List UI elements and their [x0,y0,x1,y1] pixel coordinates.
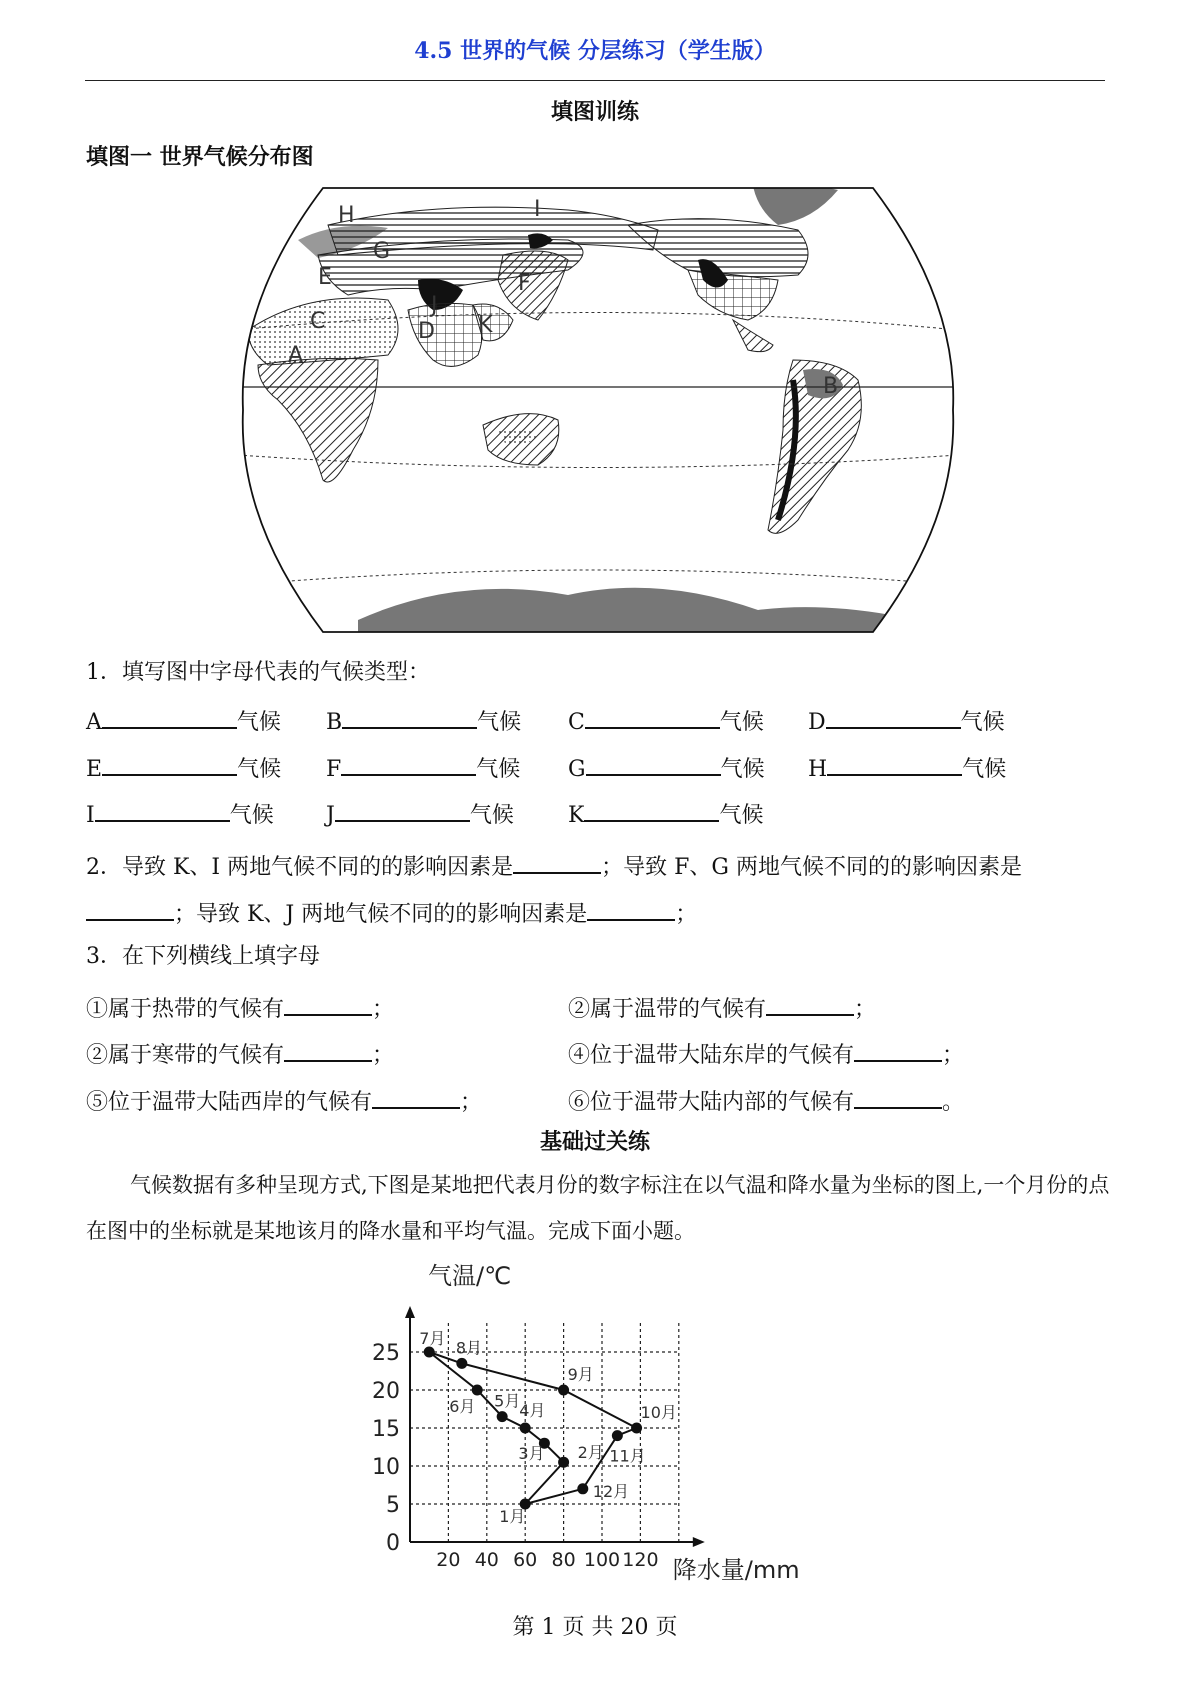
map-label-h: H [338,203,355,228]
q1-blank-c[interactable] [585,703,720,729]
q3-item-end: 。 [942,1090,965,1115]
q1-suffix: 气候 [719,710,764,735]
q3-blank[interactable] [766,990,854,1016]
q3-item-text: ④位于温带大陆东岸的气候有 [568,1043,855,1068]
q1-suffix: 气候 [720,757,765,782]
x-tick-label: 80 [551,1549,576,1571]
q1-blank-e[interactable] [102,750,237,776]
q3-item-end: ； [854,997,877,1022]
q3-item-text: ⑤位于温带大陆西岸的气候有 [86,1090,373,1115]
q1-letter: G [568,757,586,782]
y-tick-label: 15 [372,1417,400,1442]
y-tick-label: 20 [372,1379,400,1404]
q2-blank-1[interactable] [513,848,601,874]
map-caption: 填图一 世界气候分布图 [86,144,314,170]
q2-blank-2[interactable] [86,895,174,921]
map-label-g: G [373,239,391,264]
q1-item-i [86,796,274,831]
data-point-label: 10月 [640,1403,677,1422]
map-label-f: F [518,271,531,296]
q3-item-end: ； [460,1090,483,1115]
data-point [424,1347,435,1358]
data-point-label: 2月 [577,1443,604,1463]
x-tick-label: 20 [436,1549,461,1571]
q1-suffix: 气候 [469,803,514,828]
y-tick-label: 25 [372,1341,400,1366]
intro-text: 气候数据有多种呈现方式,下图是某地把代表月份的数字标注在以气温和降水量为坐标的图上,一个月份的点在图中的坐标就是某地该月的降水量和平均气温。完成下面小题。 [86,1173,1110,1243]
data-point [456,1358,467,1369]
q1-letter: K [568,803,585,828]
data-point [631,1423,642,1434]
q1-item-b [326,703,521,738]
map-label-d: D [418,319,435,344]
x-tick-label: 120 [622,1549,659,1571]
q1-suffix: 气候 [476,757,521,782]
q1-blank-i[interactable] [95,796,230,822]
q1-suffix: 气候 [962,757,1007,782]
q1-letter: A [86,710,102,735]
y-tick-label: 10 [372,1455,400,1480]
q1-letter: C [568,710,585,735]
q3-item-text: ②属于寒带的气候有 [86,1043,285,1068]
q1-suffix: 气候 [960,710,1005,735]
q1-item-f [326,750,520,785]
q3-blank[interactable] [854,1083,942,1109]
q1-prompt: 1．填写图中字母代表的气候类型： [86,660,430,685]
q2-blank-3[interactable] [587,895,675,921]
q1-item-e [86,750,281,785]
map-label-i: I [534,197,541,222]
data-point [577,1483,588,1494]
q1-item-g [568,750,765,785]
data-point [558,1457,569,1468]
q3-blank[interactable] [372,1083,460,1109]
page-footer: 第 1 页 共 20 页 [512,1615,678,1640]
q1-letter: F [326,757,342,782]
q1-item-h [808,750,1006,785]
q3-item-text: ⑥位于温带大陆内部的气候有 [568,1090,855,1115]
q1-suffix: 气候 [229,803,274,828]
x-tick-label: 60 [513,1549,538,1571]
data-point-label: 6月 [449,1397,476,1416]
q3-item [568,1036,964,1071]
q1-letter: H [808,757,828,782]
q3-blank[interactable] [284,990,372,1016]
q3-item [86,1036,394,1071]
q3-item-end: ； [942,1043,965,1068]
world-climate-map [238,180,958,640]
q1-letter: I [86,803,95,828]
data-point-label: 9月 [567,1365,594,1384]
map-label-k: K [478,313,493,338]
data-point-label: 11月 [609,1446,646,1466]
q1-item-j [326,796,514,831]
q3-item [86,990,394,1025]
q2-part3: ；导致 K、J 两地气候不同的的影响因素是 [174,902,588,927]
map-label-b: B [823,374,839,399]
q3-prompt: 3．在下列横线上填字母 [86,944,320,969]
q1-blank-a[interactable] [102,703,237,729]
y-tick-label: 0 [386,1531,400,1556]
q1-blank-d[interactable] [826,703,961,729]
x-tick-label: 40 [474,1549,499,1571]
q1-blank-f[interactable] [341,750,476,776]
q1-letter: J [326,803,335,828]
x-axis-arrow [693,1537,705,1547]
data-point [558,1385,569,1396]
q3-blank[interactable] [284,1036,372,1062]
q3-blank[interactable] [854,1036,942,1062]
map-label-e: E [318,265,332,290]
q1-item-k [568,796,763,831]
q1-blank-g[interactable] [586,750,721,776]
data-point [497,1411,508,1422]
q3-item-text: ②属于温带的气候有 [568,997,767,1022]
map-label-c: C [310,309,326,334]
data-point-label: 12月 [592,1481,630,1501]
y-tick-label: 5 [386,1493,400,1518]
data-point-label: 8月 [455,1338,483,1358]
q3-item [568,990,876,1025]
q1-suffix: 气候 [236,710,281,735]
q3-item [568,1083,964,1118]
data-point-label: 4月 [519,1401,546,1420]
q1-item-c [568,703,764,738]
q1-item-d [808,703,1005,738]
header-divider [85,80,1105,81]
q2-line-1 [86,848,1022,883]
section-title-fill-map: 填图训练 [550,99,639,125]
q1-blank-b[interactable] [342,703,477,729]
q1-suffix: 气候 [477,710,522,735]
data-point-label: 1月 [499,1507,526,1526]
y-axis-label: 气温/℃ [428,1262,512,1290]
x-axis-label: 降水量/mm [672,1556,800,1584]
q1-item-a [86,703,281,738]
x-tick-label: 100 [583,1549,621,1571]
q1-suffix: 气候 [719,803,764,828]
q2-part4: ； [675,902,698,927]
section-title-basic: 基础过关练 [539,1129,650,1155]
q1-letter: B [326,710,343,735]
climate-chart [355,1262,815,1592]
q1-blank-h[interactable] [827,750,962,776]
q1-suffix: 气候 [237,757,282,782]
q1-blank-k[interactable] [584,796,719,822]
data-point [612,1430,623,1441]
data-point-label: 3月 [518,1444,545,1464]
q3-item [86,1083,482,1118]
q1-letter: E [86,757,103,782]
data-point-label: 7月 [419,1329,446,1348]
q2-part2: ；导致 F、G 两地气候不同的的影响因素是 [601,855,1022,880]
q1-blank-j[interactable] [335,796,470,822]
data-point [472,1385,483,1396]
intro-paragraph [86,1162,1110,1254]
q1-letter: D [808,710,826,735]
q2-line-2 [86,895,697,930]
data-point [520,1423,531,1434]
q3-item-text: ①属于热带的气候有 [86,997,285,1022]
page-header-title: 4.5 世界的气候 分层练习（学生版） [414,38,776,64]
data-point-label: 5月 [494,1391,521,1411]
q2-part1: 2．导致 K、I 两地气候不同的的影响因素是 [86,855,514,880]
y-axis-arrow [405,1306,415,1318]
map-label-j: J [431,293,438,318]
q3-item-end: ； [372,1043,395,1068]
map-label-a: A [288,343,304,368]
q3-item-end: ； [372,997,395,1022]
